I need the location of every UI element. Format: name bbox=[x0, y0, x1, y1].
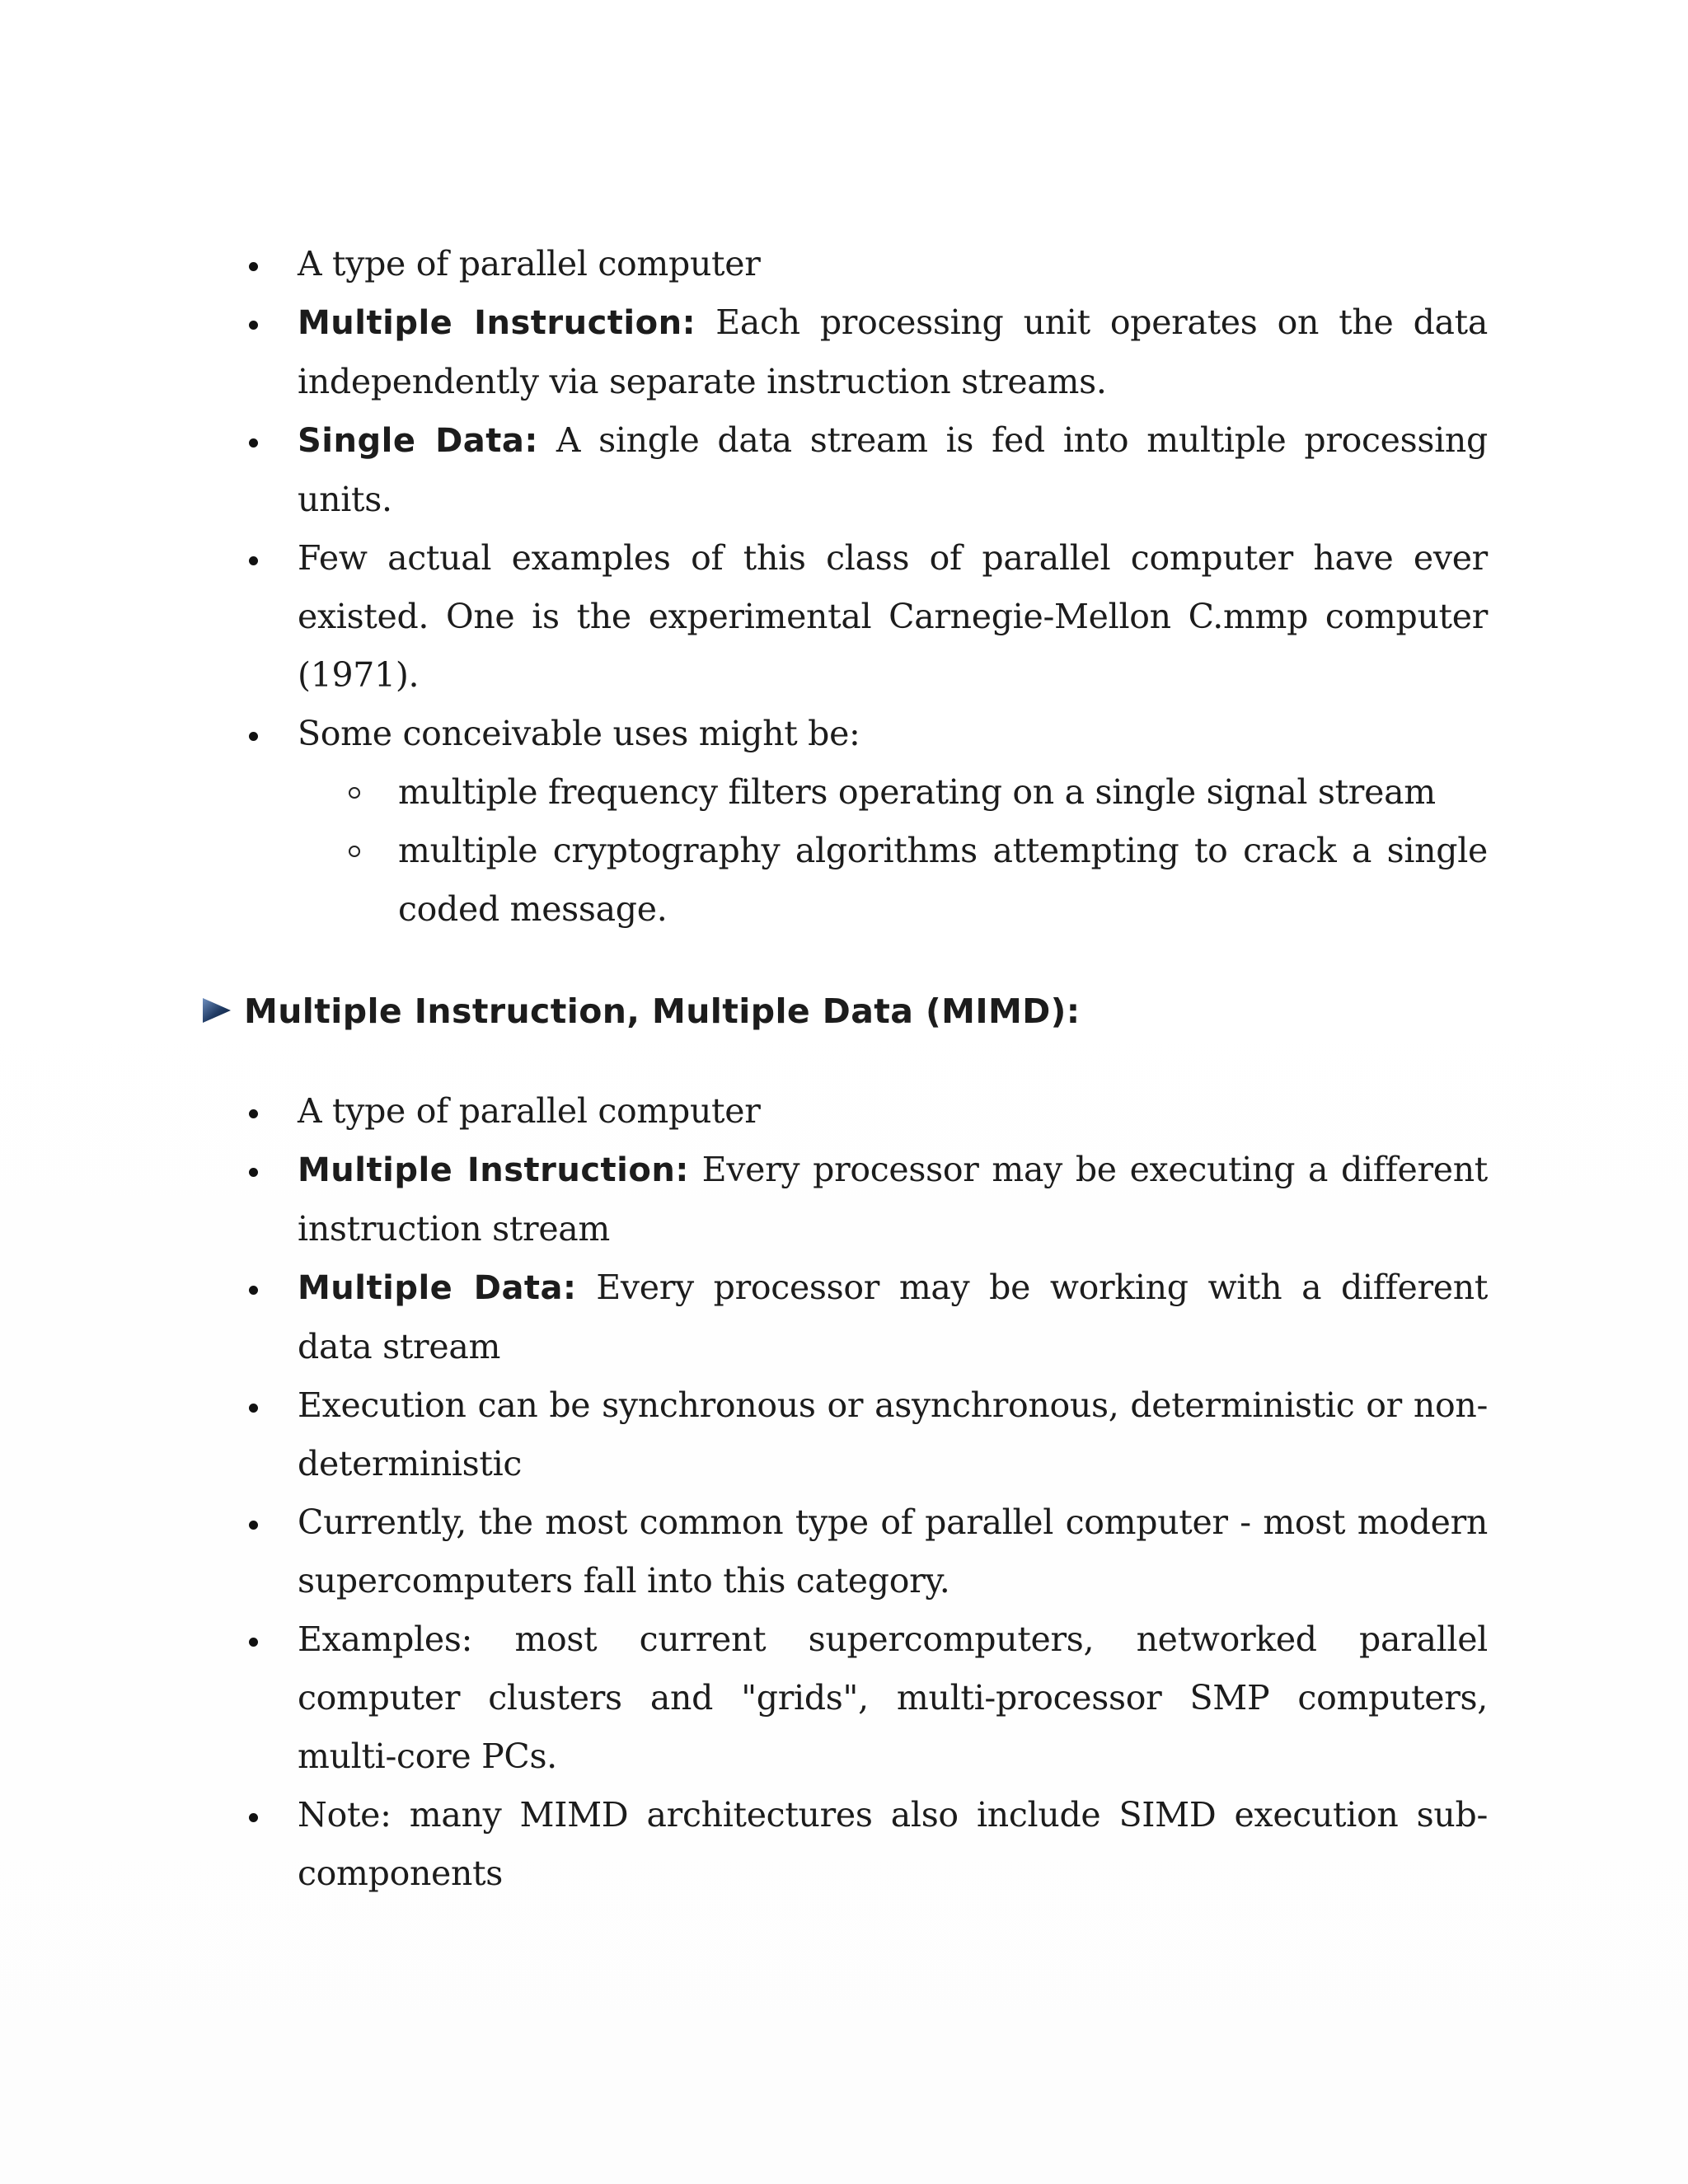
bullet-icon bbox=[249, 1610, 259, 1669]
bullet-icon bbox=[249, 235, 259, 293]
conceivable-uses-sublist bbox=[202, 763, 1488, 939]
sub-list-item bbox=[202, 822, 1488, 939]
list-item bbox=[202, 705, 1488, 763]
bullet-icon bbox=[249, 1141, 259, 1199]
list-item bbox=[202, 293, 1488, 411]
item-text: Execution can be synchronous or asynchronous, deterministic or non-deterministic bbox=[298, 1385, 1488, 1483]
sub-item-text: multiple frequency filters operating on a single signal stream bbox=[398, 772, 1436, 812]
bullet-icon bbox=[249, 1376, 259, 1435]
item-text: A type of parallel computer bbox=[298, 1091, 761, 1131]
item-text: A single data stream is fed into multiple processing units. bbox=[298, 420, 1488, 519]
sub-list-item bbox=[202, 763, 1488, 822]
sub-item-text: multiple cryptography algorithms attempting to crack a single coded message. bbox=[398, 831, 1488, 929]
item-term: Multiple Instruction: bbox=[298, 304, 696, 342]
bullet-icon bbox=[249, 1493, 259, 1552]
bullet-icon bbox=[249, 1082, 259, 1141]
item-term: Multiple Data: bbox=[298, 1269, 577, 1307]
list-item bbox=[202, 1786, 1488, 1903]
item-text: Every processor may be working with a different data stream bbox=[298, 1268, 1488, 1366]
bullet-icon bbox=[249, 293, 259, 352]
list-item bbox=[202, 411, 1488, 529]
page-content bbox=[202, 235, 1488, 1903]
bullet-icon bbox=[249, 1258, 259, 1317]
item-text: Currently, the most common type of parallel computer - most modern supercomputers fall into this category. bbox=[298, 1502, 1488, 1601]
bullet-icon bbox=[249, 411, 259, 470]
item-text: Note: many MIMD architectures also include SIMD execution sub-components bbox=[298, 1795, 1488, 1893]
list-item bbox=[202, 1493, 1488, 1610]
item-text: A type of parallel computer bbox=[298, 244, 761, 284]
misd-bullet-list bbox=[202, 235, 1488, 763]
bullet-icon bbox=[249, 1786, 259, 1844]
item-text: Some conceivable uses might be: bbox=[298, 714, 860, 753]
triangle-arrow-icon bbox=[201, 996, 232, 1024]
item-text: Examples: most current supercomputers, networked parallel computer clusters and "grids", multi-processor SMP computers, multi-core PCs. bbox=[298, 1619, 1488, 1776]
hollow-circle-bullet-icon bbox=[349, 787, 360, 799]
item-text: Few actual examples of this class of parallel computer have ever existed. One is the experimental Carnegie-Mellon C.mmp computer (1971). bbox=[298, 538, 1488, 695]
item-text: Each processing unit operates on the data independently via separate instruction streams. bbox=[298, 302, 1488, 401]
item-text: Every processor may be executing a different instruction stream bbox=[298, 1150, 1488, 1249]
list-item bbox=[202, 529, 1488, 705]
list-item bbox=[202, 1258, 1488, 1376]
item-term: Single Data: bbox=[298, 422, 538, 460]
section-heading-mimd bbox=[201, 978, 1487, 1044]
list-item bbox=[202, 1082, 1488, 1141]
list-item bbox=[202, 1141, 1488, 1258]
bullet-icon bbox=[249, 705, 259, 763]
mimd-bullet-list bbox=[202, 1082, 1488, 1903]
item-term: Multiple Instruction: bbox=[298, 1151, 689, 1189]
list-item bbox=[202, 1376, 1488, 1493]
bullet-icon bbox=[249, 529, 259, 588]
list-item bbox=[202, 1610, 1488, 1786]
heading-text: Multiple Instruction, Multiple Data (MIMD): bbox=[244, 991, 1081, 1031]
hollow-circle-bullet-icon bbox=[349, 846, 360, 857]
list-item bbox=[202, 235, 1488, 293]
